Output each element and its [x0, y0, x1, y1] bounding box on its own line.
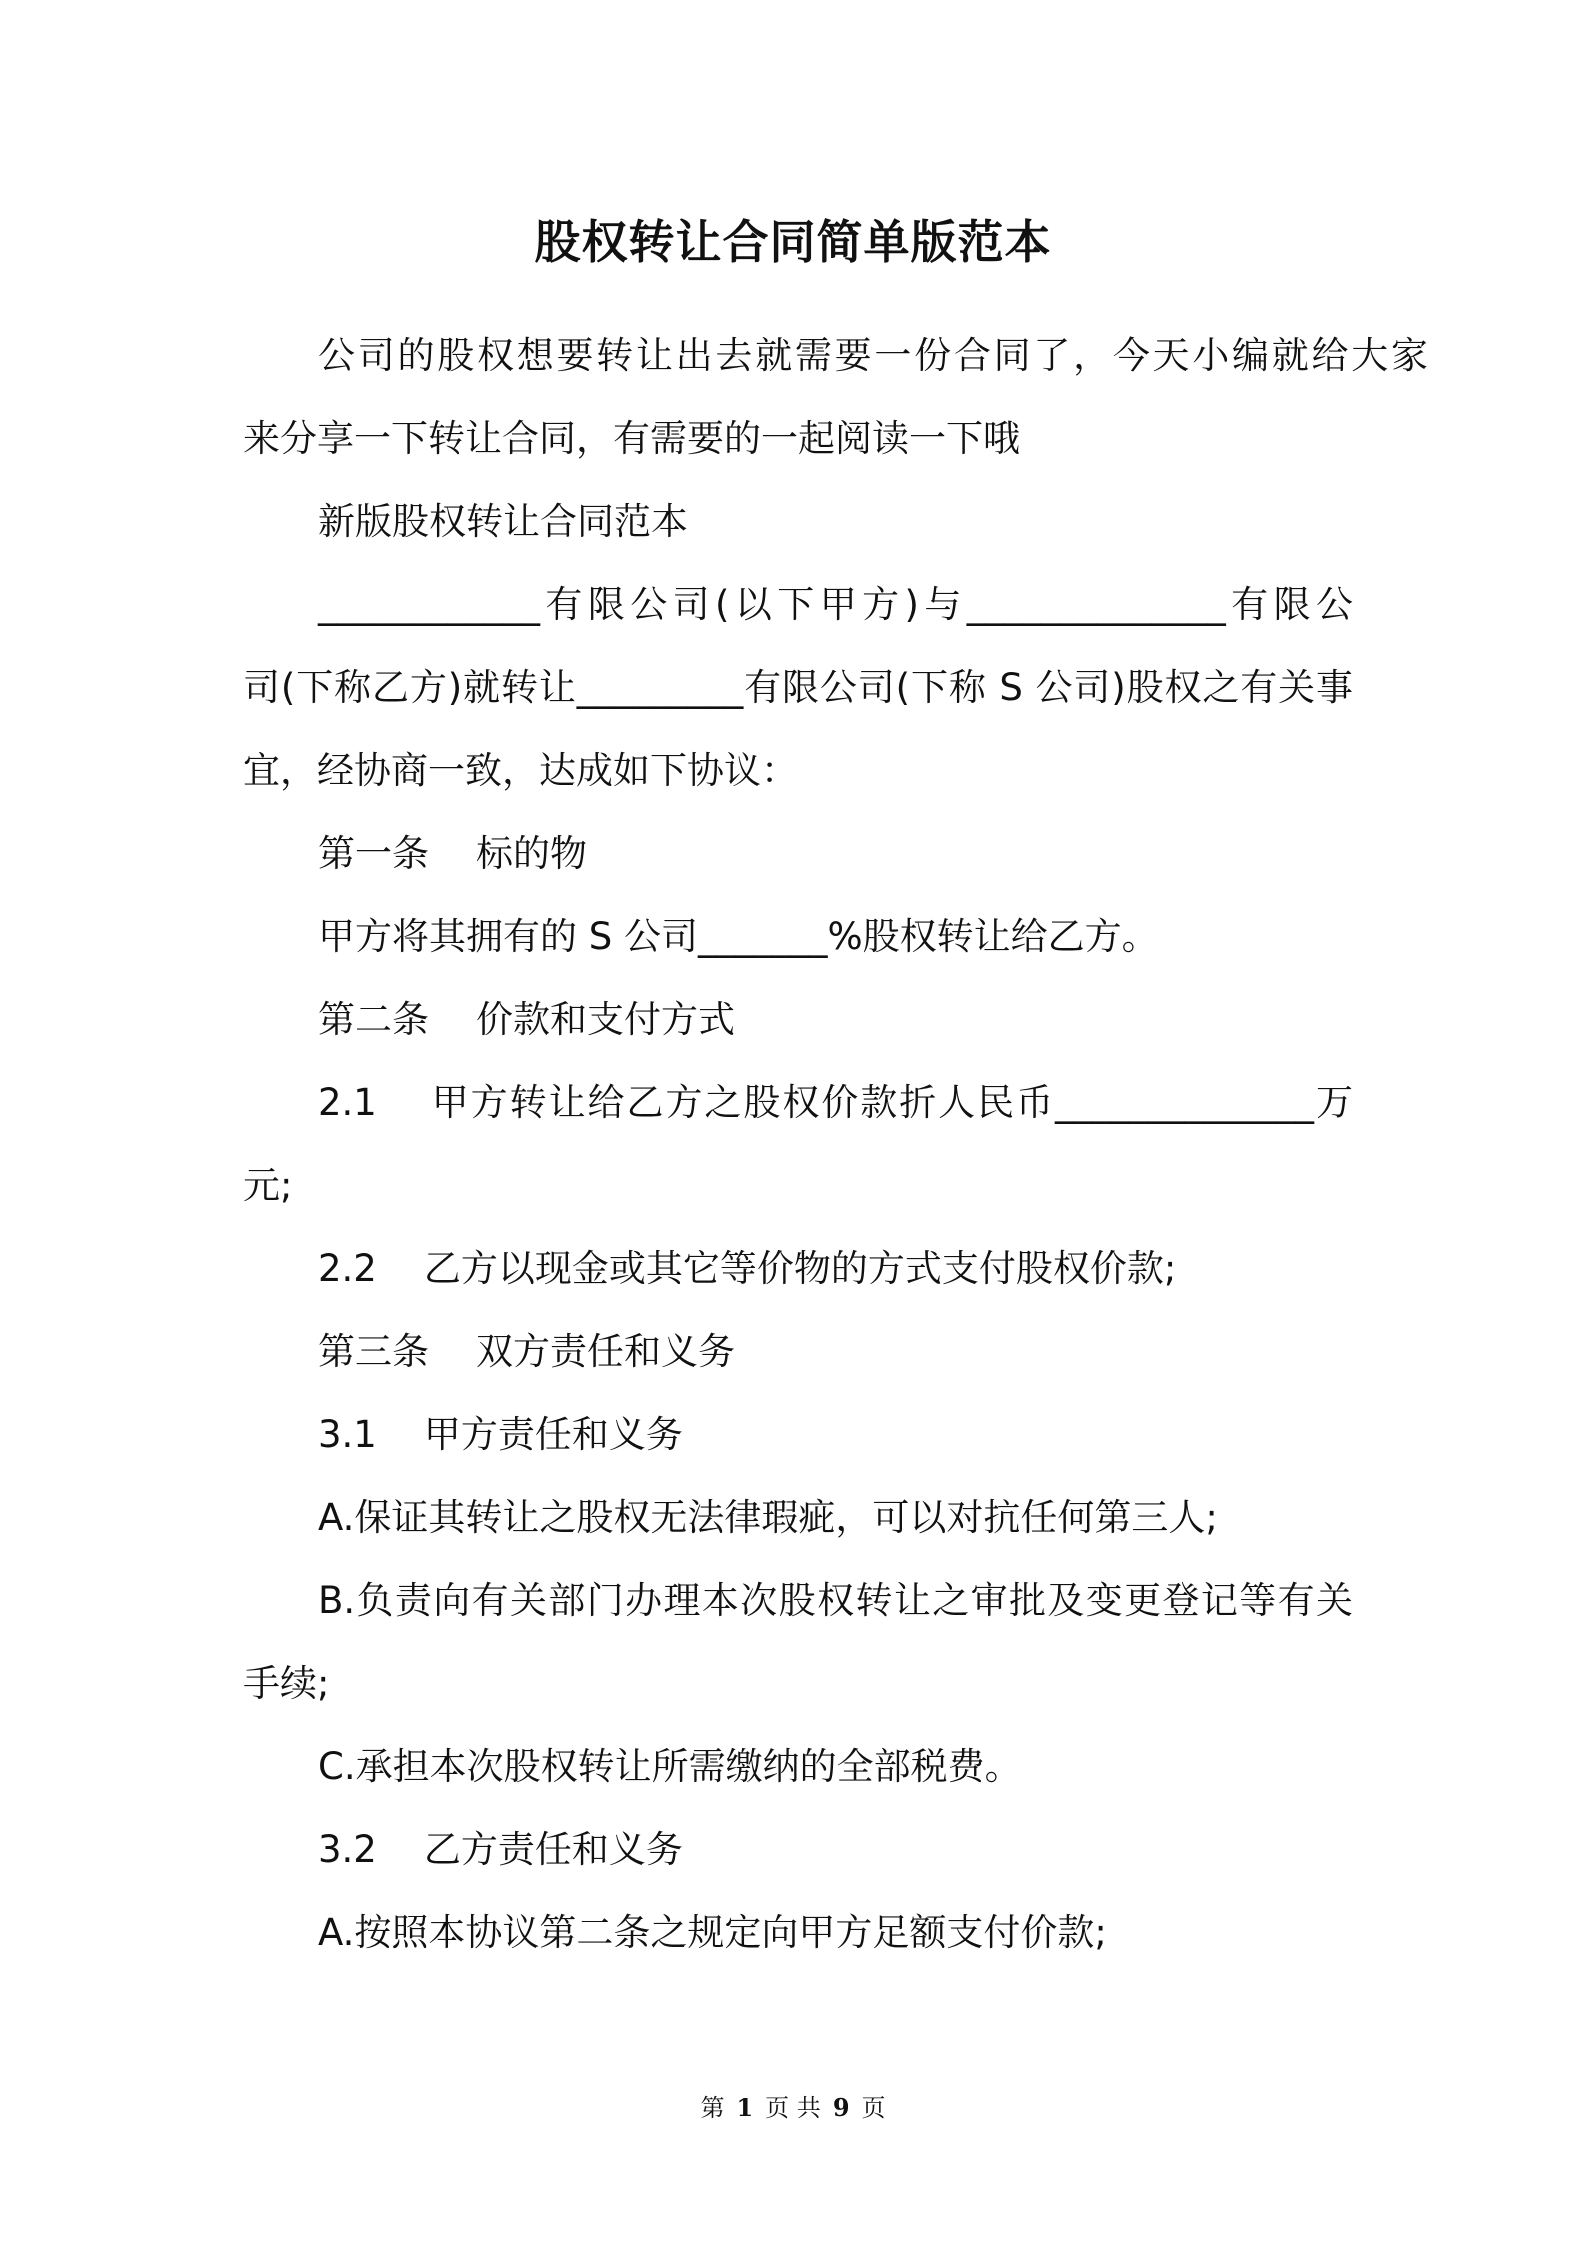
paragraph-line: 司(下称乙方)就转让_________有限公司(下称 S 公司)股权之有关事: [243, 666, 1353, 709]
paragraph-line: ____________有限公司(以下甲方)与______________有限公: [318, 583, 1353, 626]
paragraph-line: B.负责向有关部门办理本次股权转让之审批及变更登记等有关: [318, 1579, 1353, 1622]
footer-prefix: 第: [700, 2094, 725, 2122]
document-title: 股权转让合同简单版范本: [534, 215, 1052, 269]
paragraph-line: 手续;: [243, 1662, 330, 1705]
footer-suffix: 页: [861, 2094, 886, 2122]
section-heading: 第一条 标的物: [318, 832, 588, 875]
paragraph-line: 甲方将其拥有的 S 公司_______%股权转让给乙方。: [318, 915, 1159, 958]
footer-total-pages: 9: [832, 2093, 850, 2122]
paragraph-line: 宜，经协商一致，达成如下协议：: [243, 749, 798, 792]
paragraph-line: 2.2 乙方以现金或其它等价物的方式支付股权价款;: [318, 1247, 1177, 1290]
footer-middle: 页 共: [765, 2094, 821, 2122]
section-heading: 第三条 双方责任和义务: [318, 1330, 736, 1373]
paragraph-line: 来分享一下转让合同，有需要的一起阅读一下哦: [243, 417, 1020, 460]
paragraph-line: 2.1 甲方转让给乙方之股权价款折人民币______________万: [318, 1081, 1353, 1124]
paragraph-line: A.保证其转让之股权无法律瑕疵，可以对抗任何第三人;: [318, 1496, 1218, 1539]
footer-page-number: 1: [736, 2093, 754, 2122]
paragraph-line: 3.1 甲方责任和义务: [318, 1413, 683, 1456]
paragraph-line: C.承担本次股权转让所需缴纳的全部税费。: [318, 1745, 1022, 1788]
paragraph-line: 新版股权转让合同范本: [318, 500, 688, 543]
page-footer: [0, 2092, 1586, 2124]
paragraph-line: 3.2 乙方责任和义务: [318, 1828, 683, 1871]
paragraph-line: 公司的股权想要转让出去就需要一份合同了，今天小编就给大家: [318, 334, 1428, 377]
paragraph-line: A.按照本协议第二条之规定向甲方足额支付价款;: [318, 1911, 1107, 1954]
section-heading: 第二条 价款和支付方式: [318, 998, 736, 1041]
paragraph-line: 元;: [243, 1164, 293, 1207]
